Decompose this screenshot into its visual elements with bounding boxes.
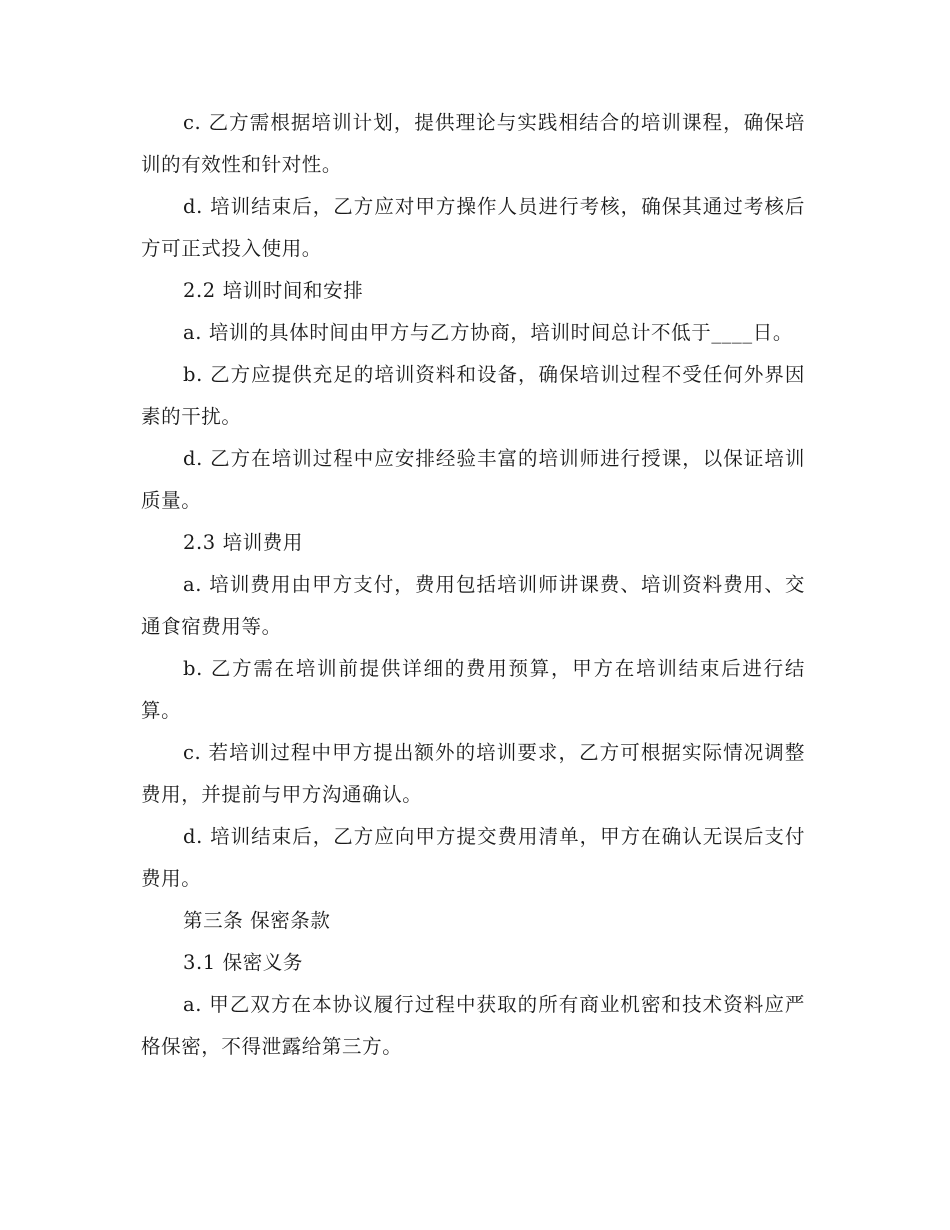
- clause-2-3-b: b. 乙方需在培训前提供详细的费用预算，甲方在培训结束后进行结算。: [141, 657, 805, 722]
- clause-2-3-c: c. 若培训过程中甲方提出额外的培训要求，乙方可根据实际情况调整费用，并提前与甲方沟通确认。: [141, 741, 805, 806]
- section-2-3-heading: 2.3 培训费用: [183, 531, 304, 554]
- clause-2-2-a: a. 培训的具体时间由甲方与乙方协商，培训时间总计不低于____日。: [183, 321, 793, 344]
- section-3-1-heading: 3.1 保密义务: [183, 951, 304, 974]
- document-page: [141, 102, 805, 1068]
- clause-2-3-d: d. 培训结束后，乙方应向甲方提交费用清单，甲方在确认无误后支付费用。: [141, 825, 805, 890]
- clause-2-1-d: d. 培训结束后，乙方应对甲方操作人员进行考核，确保其通过考核后方可正式投入使用。: [141, 195, 805, 260]
- section-2-2-heading: 2.2 培训时间和安排: [183, 279, 364, 302]
- clause-3-1-a: a. 甲乙双方在本协议履行过程中获取的所有商业机密和技术资料应严格保密，不得泄露给第三方。: [141, 993, 805, 1058]
- clause-2-2-d: d. 乙方在培训过程中应安排经验丰富的培训师进行授课，以保证培训质量。: [141, 447, 805, 512]
- clause-2-3-a: a. 培训费用由甲方支付，费用包括培训师讲课费、培训资料费用、交通食宿费用等。: [141, 573, 805, 638]
- clause-2-1-c: c. 乙方需根据培训计划，提供理论与实践相结合的培训课程，确保培训的有效性和针对性。: [141, 111, 805, 176]
- article-3-heading: 第三条 保密条款: [183, 909, 331, 932]
- clause-2-2-b: b. 乙方应提供充足的培训资料和设备，确保培训过程不受任何外界因素的干扰。: [141, 363, 805, 428]
